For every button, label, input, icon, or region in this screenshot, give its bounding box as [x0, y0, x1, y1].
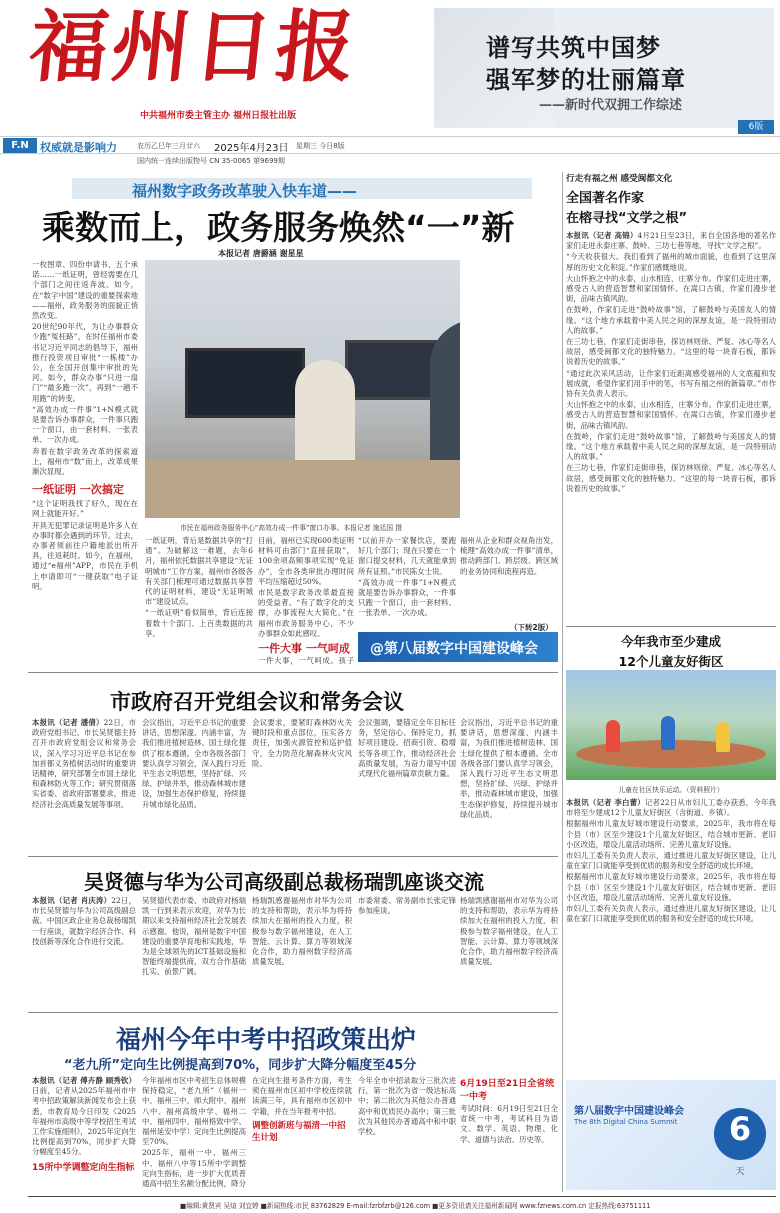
children-photo — [566, 670, 776, 780]
promo-subtitle: ——新时代双拥工作综述 — [539, 98, 683, 113]
lunar-date: 农历乙巳年三月廿六 — [137, 142, 200, 150]
a3-col-2 — [142, 896, 246, 1008]
right-top-article — [566, 172, 776, 628]
logo: 福州日报 — [25, 2, 363, 93]
paragraph: “通过此次采风活动，让作家们近距离感受福州的人文底蕴和发展成就，希望作家们用手中的笔，书写有福之州的新篇章。”市作协有关负责人表示。 — [566, 368, 776, 399]
lead-kicker: 福州数字政务改革驶入快车道—— — [132, 182, 358, 200]
child-shape — [716, 722, 730, 752]
rt-byline: 本报讯（记者 高锦） — [566, 231, 638, 240]
divider — [28, 856, 558, 857]
paragraph: 大山怀抱之中的永泰，山水相连，庄寨分布。作家们走进庄寨，感受古人的营造智慧和家国情怀。在嵩口古镇，作家们漫步老街，品味古镇风韵。 — [566, 273, 776, 304]
paragraph: “这个证明我找了好久，现在在网上就能开好。” — [32, 499, 138, 519]
a3-col-1 — [32, 896, 136, 1008]
paragraph: 杨瑞凯感谢福州市对华为公司的支持和帮助，表示华为将持续加大在福州的投入力度，积极参与数字福州建设，在人工智能、云计算、算力等领域深化合作，助力福州数字经济高质量发展。 — [252, 896, 352, 967]
lead-byline: 本报记者 唐爵涵 谢星星 — [218, 249, 304, 258]
weekday: 星期三 今日8版 — [296, 142, 345, 150]
paragraph: 会议指出，习近平总书记的重要讲话，思想深邃、内涵丰富，为我们推进植树造林、国土绿化提供了根本遵循。全市各级各部门要认真学习领会，深入践行习近平生态文明思想，坚持扩绿、兴绿、护绿并举，推动森林城市建设，加强生态保护修复，持续提升城市绿化品质。 — [142, 718, 246, 809]
paragraph: “高效办成一件事”1+N模式就是要告诉办事群众，一件事只跑一个窗口，由一套材料、一张表单、一次办成。 — [358, 577, 456, 618]
lead-subhead-1: 一纸证明 一次搞定 — [32, 483, 124, 497]
a2-byline: 本报讯（记者 潘倩） — [32, 718, 104, 727]
a4-lead-text: 日前，记者从2025年福州市中考中招政策解读新闻发布会上获悉，市教育局今日印发《2025年福州市高级中等学校招生考试工作实施细则》，2025年定向生比例提高到70%，同步扩大降分幅度至45分。 — [32, 1086, 136, 1157]
lead-continue: （下转2版） — [510, 623, 553, 632]
a4-col-2 — [142, 1076, 246, 1188]
paragraph: 福州从企业和群众视角出发，梳理“高效办成一件事”清单，推动跨部门、跨层级、跨区域的业务协同和流程再造。 — [460, 536, 558, 576]
a3-byline: 本报讯（记者 肖庆涛） — [32, 896, 112, 905]
paragraph: “以前开办一家餐饮店，要跑好几个部门；现在只要在一个窗口提交材料，几天就能拿到所有证照。”市民陈女士说。 — [358, 536, 456, 576]
paragraph: 根据福州市儿童友好城市建设行动要求，2025年，我市将在每个县（市）区至少建设1个儿童友好街区，结合城市更新、老旧小区改造，增设儿童活动场所、完善儿童友好设施。 — [566, 819, 776, 849]
paragraph: 奔着在数字政务改革的探索道上，福州市“数”而上，改革成果渐次显现。 — [32, 446, 138, 477]
paragraph: 市妇儿工委有关负责人表示，通过推进儿童友好街区建设，让儿童在家门口就能享受到优质的服务和安全舒适的成长环境。 — [566, 904, 776, 924]
rm-headline-2: 12个儿童友好街区 — [618, 654, 724, 669]
a2-col-3 — [252, 718, 352, 850]
masthead — [0, 0, 780, 165]
paragraph: 开具无犯罪记录证明是许多人在办事时都会遇到的环节。过去，办事者须前往户籍地派出所开具，往返耗时。如今，在福州，通过“e福州”APP，市民在手机上申请即可“一键获取”电子证明。 — [32, 520, 138, 591]
rt-headline-2: 在榕寻找“文学之根” — [566, 211, 688, 226]
paragraph: 在鼓岭，作家们走进“鼓岭故事”馆，了解鼓岭与美国友人的情缘。“这个地方承载着中美人民之间的深厚友谊，是一段特别动人的故事。” — [566, 431, 776, 462]
rt-headline-1: 全国著名作家 — [566, 191, 645, 206]
monitor-shape — [185, 348, 305, 418]
paragraph: 今年福州市区中考招生总体规模保持稳定，“老九所”（福州一中、福州三中、师大附中、福州八中、福州高级中学、福州二中、福州四中、福州格致中学、福州延安中学）定向生比例提高至70%。 — [142, 1076, 246, 1147]
a2-col-1 — [32, 718, 136, 850]
a4-subhead-2: 调整创新班与福清一中招生计划 — [252, 1120, 346, 1143]
paragraph — [32, 718, 136, 810]
divider — [28, 1012, 558, 1013]
column-divider — [562, 172, 563, 1192]
summit-banner-text: @第八届数字中国建设峰会 — [370, 641, 538, 657]
ad-title-en: The 8th Digital China Summit — [574, 1118, 678, 1126]
lead-col-1 — [32, 260, 138, 665]
paragraph: 在鼓岭，作家们走进“鼓岭故事”馆，了解鼓岭与美国友人的情缘。“这个地方承载着中美人民之间的深厚友谊，是一段特别动人的故事。” — [566, 305, 776, 335]
a4-subhead: “老九所”定向生比例提高到70%，同步扩大降分幅度至45分 — [64, 1058, 417, 1073]
paragraph: 考试时间：6月19日至21日全省统一中考，考试科目为语文、数学、英语、物理、化学、道德与法治、历史等。 — [460, 1104, 558, 1144]
ad-title: 第八届数字中国建设峰会 — [574, 1106, 684, 1117]
paragraph: 2025年，福州一中、福州三中、福州八中等15所中学调整定向生指标，进一步扩大优质普通高中招生名额分配比例，降分 — [142, 1148, 246, 1188]
paragraph — [566, 231, 776, 251]
a2-col-2 — [142, 718, 246, 850]
footer-text: ■编辑:黄贤宾 吴煊 刘宜婷 ■新闻热线:市民 83762829 E-mail:fzrbfzrb@126.com ■更多资讯请关注福州新闻网 www.fznews.com.cn 定报热线:63751111 — [180, 1202, 651, 1210]
info-strip — [0, 136, 780, 154]
promo-box[interactable] — [434, 8, 774, 128]
paragraph: “一纸证明”看似简单，背后连接着数十个部门、上百类数据的共享。 — [145, 608, 253, 638]
lead-col-3 — [258, 536, 354, 666]
a3-col-5 — [460, 896, 558, 1008]
a2-headline: 市政府召开党组会议和常务会议 — [110, 690, 404, 714]
person-shape — [295, 360, 355, 470]
paragraph: 杨瑞凯感谢福州市对华为公司的支持和帮助，表示华为将持续加大在福州的投入力度，积极参与数字福州建设，在人工智能、云计算、算力等领域深化合作，助力福州数字经济高质量发展。 — [460, 896, 558, 967]
countdown-unit: 天 — [735, 1167, 745, 1177]
a4-subhead-3: 6月19日至21日全省统一中考 — [460, 1079, 555, 1102]
a3-col-3 — [252, 896, 352, 1008]
slogan: 权威就是影响力 — [40, 141, 117, 154]
paragraph: 会议指出，习近平总书记的重要讲话，思想深邃、内涵丰富，为我们推进植树造林、国土绿化提供了根本遵循。全市各级各部门要认真学习领会，深入践行习近平生态文明思想，坚持扩绿、兴绿、护绿并举，推动森林城市建设，加强生态保护修复，持续提升城市绿化品质。 — [460, 718, 558, 819]
a3-lead-text: 22日，市长吴贤德与华为公司高级副总裁、中国区政企业务总裁杨瑞凯一行座谈，就数字经济合作、科技创新等深化合作进行交流。 — [32, 896, 136, 946]
organ-line: 中共福州市委主管主办 福州日报社出版 — [140, 111, 297, 121]
divider — [28, 672, 558, 673]
rm-headline-1: 今年我市至少建成 — [620, 634, 721, 649]
paragraph: 目前，福州已实现600类证明材料可由部门“直接获取”，100余项高频事项实现“免证办”，全市各类审批办理时间平均压缩超过50%。 — [258, 536, 354, 586]
paragraph: 市民是数字政务改革最直接的受益者。“有了数字化的支撑，办事流程大大简化。”在福州市政务服务中心，不少办事群众如此感叹。 — [258, 588, 354, 638]
paragraph: 一枚图章、四份申请书、五个承诺……一纸证明，曾经需要在几个部门之间往返奔波。如今，在“数字中国”建设的重要探索地——福州，政务服务的面貌正悄然改变。 — [32, 260, 138, 321]
promo-title-2: 强军梦的壮丽篇章 — [486, 66, 686, 94]
a2-col-4 — [358, 718, 456, 850]
paragraph: “高效办成一件事”1+N模式就是要告诉办事群众，一件事只跑一个窗口，由一套材料、一张表单、一次办成。 — [32, 404, 138, 445]
paragraph: 在三坊七巷，作家们走街串巷，探访林则徐、严复、冰心等名人故居，感受闽都文化的独特魅力。“这里的每一块青石板，都诉说着历史的故事。” — [566, 337, 776, 367]
rt-kicker: 行走有福之州 感受闽都文化 — [566, 174, 673, 184]
promo-title-1: 谱写共筑中国梦 — [486, 34, 661, 62]
lead-photo-caption: 市民在福州政务服务中心“高效办成一件事”窗口办事。本报记者 施廷国 摄 — [180, 524, 403, 532]
fn-badge: F.N — [3, 138, 37, 153]
a4-byline: 本报讯（记者 傅卉静 顾秀钦） — [32, 1076, 136, 1085]
paragraph: 20世纪90年代，为让办事群众少跑“冤枉路”，在时任福州市委书记习近平同志的倡导下，福州推行投资项目审批“一栋楼”办公，在全国开创集中审批的先河。如今，群众办事“只进一扇门”“最多跑一次”，再到“一趟不用跑”的转变。 — [32, 322, 138, 403]
paragraph — [32, 1076, 136, 1158]
rt-body — [566, 231, 776, 611]
countdown-number: 6 — [728, 1110, 752, 1148]
paragraph: 一件大事，一气呵成。孩子 — [258, 656, 354, 666]
divider — [566, 626, 776, 627]
rt-lead-text: 4月21日至23日，来自全国各地的著名作家们走进永泰庄寨、鼓岭、三坊七巷等地，寻找“文学之根”。 — [566, 231, 776, 251]
rm-lead-text: 记者22日从市妇儿工委办获悉，今年我市将至少建成12个儿童友好街区（含街道、乡镇）。 — [566, 798, 776, 818]
paragraph — [566, 798, 776, 818]
paragraph: “今天收获很大。我们看到了福州的城市面貌，也看到了这里深厚的历史文化积淀。”作家们感慨地说。 — [566, 252, 776, 272]
paragraph: 在定向生报考条件方面，考生须在福州市区初中学校连续就读满三年，具有福州市区初中学籍，并在当年报考中招。 — [252, 1076, 352, 1116]
lead-col-2 — [145, 536, 253, 666]
summit-banner[interactable] — [358, 632, 558, 662]
paragraph — [32, 896, 136, 947]
paragraph: 市妇儿工委有关负责人表示，通过推进儿童友好街区建设，让儿童在家门口就能享受到优质的服务和安全舒适的成长环境。 — [566, 851, 776, 871]
right-mid-article — [566, 632, 776, 992]
paragraph: 根据福州市儿童友好城市建设行动要求，2025年，我市将在每个县（市）区至少建设1个儿童友好街区，结合城市更新、老旧小区改造，增设儿童活动场所、完善儿童友好设施。 — [566, 872, 776, 902]
promo-page-badge[interactable]: 6版 — [738, 120, 774, 134]
lead-col-5b — [460, 536, 558, 622]
child-shape — [661, 716, 675, 750]
rm-photo-caption: 儿童在社区快乐运动。（资料照片） — [618, 786, 724, 794]
issue-date: 2025年4月23日 — [214, 143, 289, 154]
a4-col-1 — [32, 1076, 136, 1188]
a2-lead-text: 22日，市政府党组书记、市长吴贤德主持召开市政府党组会议和常务会议，深入学习习近平总书记在参加首都义务植树活动时的重要讲话精神，研究部署全市国土绿化和森林防火等工作；研究贯彻落实省委、省政府部署要求，推进经济社会高质量发展等事项。 — [32, 718, 136, 809]
paragraph: 会议要求，要紧盯森林防火关键时段和重点部位，压实各方责任，加强火源管控和巡护值守，全力防范化解森林火灾风险。 — [252, 718, 352, 768]
paragraph: 吴贤德代表市委、市政府对杨瑞凯一行到来表示欢迎，对华为长期以来支持福州经济社会发展表示感谢。他说，福州是数字中国建设的重要孕育地和实践地，华为是全球领先的ICT基础设施和智能终端提供商，双方合作基础扎实、前景广阔。 — [142, 896, 246, 977]
paragraph: 市委常委、常务副市长张定锋参加座谈。 — [358, 896, 456, 916]
paragraph: 大山怀抱之中的永泰，山水相连，庄寨分布。作家们走进庄寨，感受古人的营造智慧和家国情怀。在嵩口古镇，作家们漫步老街，品味古镇风韵。 — [566, 400, 776, 430]
rm-body — [566, 798, 776, 998]
rm-byline: 本报讯（记者 李白蕾） — [566, 798, 645, 807]
paragraph: 一纸证明，背后是数据共享的“打通”。为破解这一难题，去年6月，福州依托数据共享建设“无证明城市”工作方案，福州市各级各有关部门梳理可通过数据共享替代的证明材料，建设“无证明城市”建设试点。 — [145, 536, 253, 607]
a4-col-4 — [358, 1076, 456, 1188]
paragraph: 在三坊七巷，作家们走街串巷，探访林则徐、严复、冰心等名人故居，感受闽都文化的独特魅力。“这里的每一块青石板，都诉说着历史的故事。” — [566, 463, 776, 493]
paragraph: 会议强调，要锚定全年目标任务，坚定信心、保持定力，抓好项目建设、招商引资、稳增长等各项工作，推动经济社会高质量发展，为奋力谱写中国式现代化福州篇章贡献力量。 — [358, 718, 456, 779]
child-shape — [606, 720, 620, 752]
a3-col-4 — [358, 896, 456, 1008]
summit-countdown-ad[interactable] — [566, 1080, 776, 1190]
lead-subhead-2: 一件大事 一气呵成 — [258, 642, 350, 656]
a2-col-5 — [460, 718, 558, 850]
lead-headline: 乘数而上，政务服务焕然“一”新 — [42, 208, 515, 247]
a4-col-5 — [460, 1076, 558, 1188]
a4-headline: 福州今年中考中招政策出炉 — [116, 1025, 417, 1054]
footer-rule — [28, 1196, 776, 1197]
cn-number: 国内统一连续出版物号 CN 35-0065 第9699期 — [137, 157, 285, 165]
paragraph: 今年全市中招录取分三批次进行，第一批次为省一级达标高中；第二批次为其他公办普通高中和优质民办高中；第三批次为其他民办普通高中和中职学校。 — [358, 1076, 456, 1137]
a4-subhead-1: 15所中学调整定向生指标 — [32, 1162, 135, 1173]
a4-col-3 — [252, 1076, 352, 1188]
a3-headline: 吴贤德与华为公司高级副总裁杨瑞凯座谈交流 — [84, 870, 484, 894]
